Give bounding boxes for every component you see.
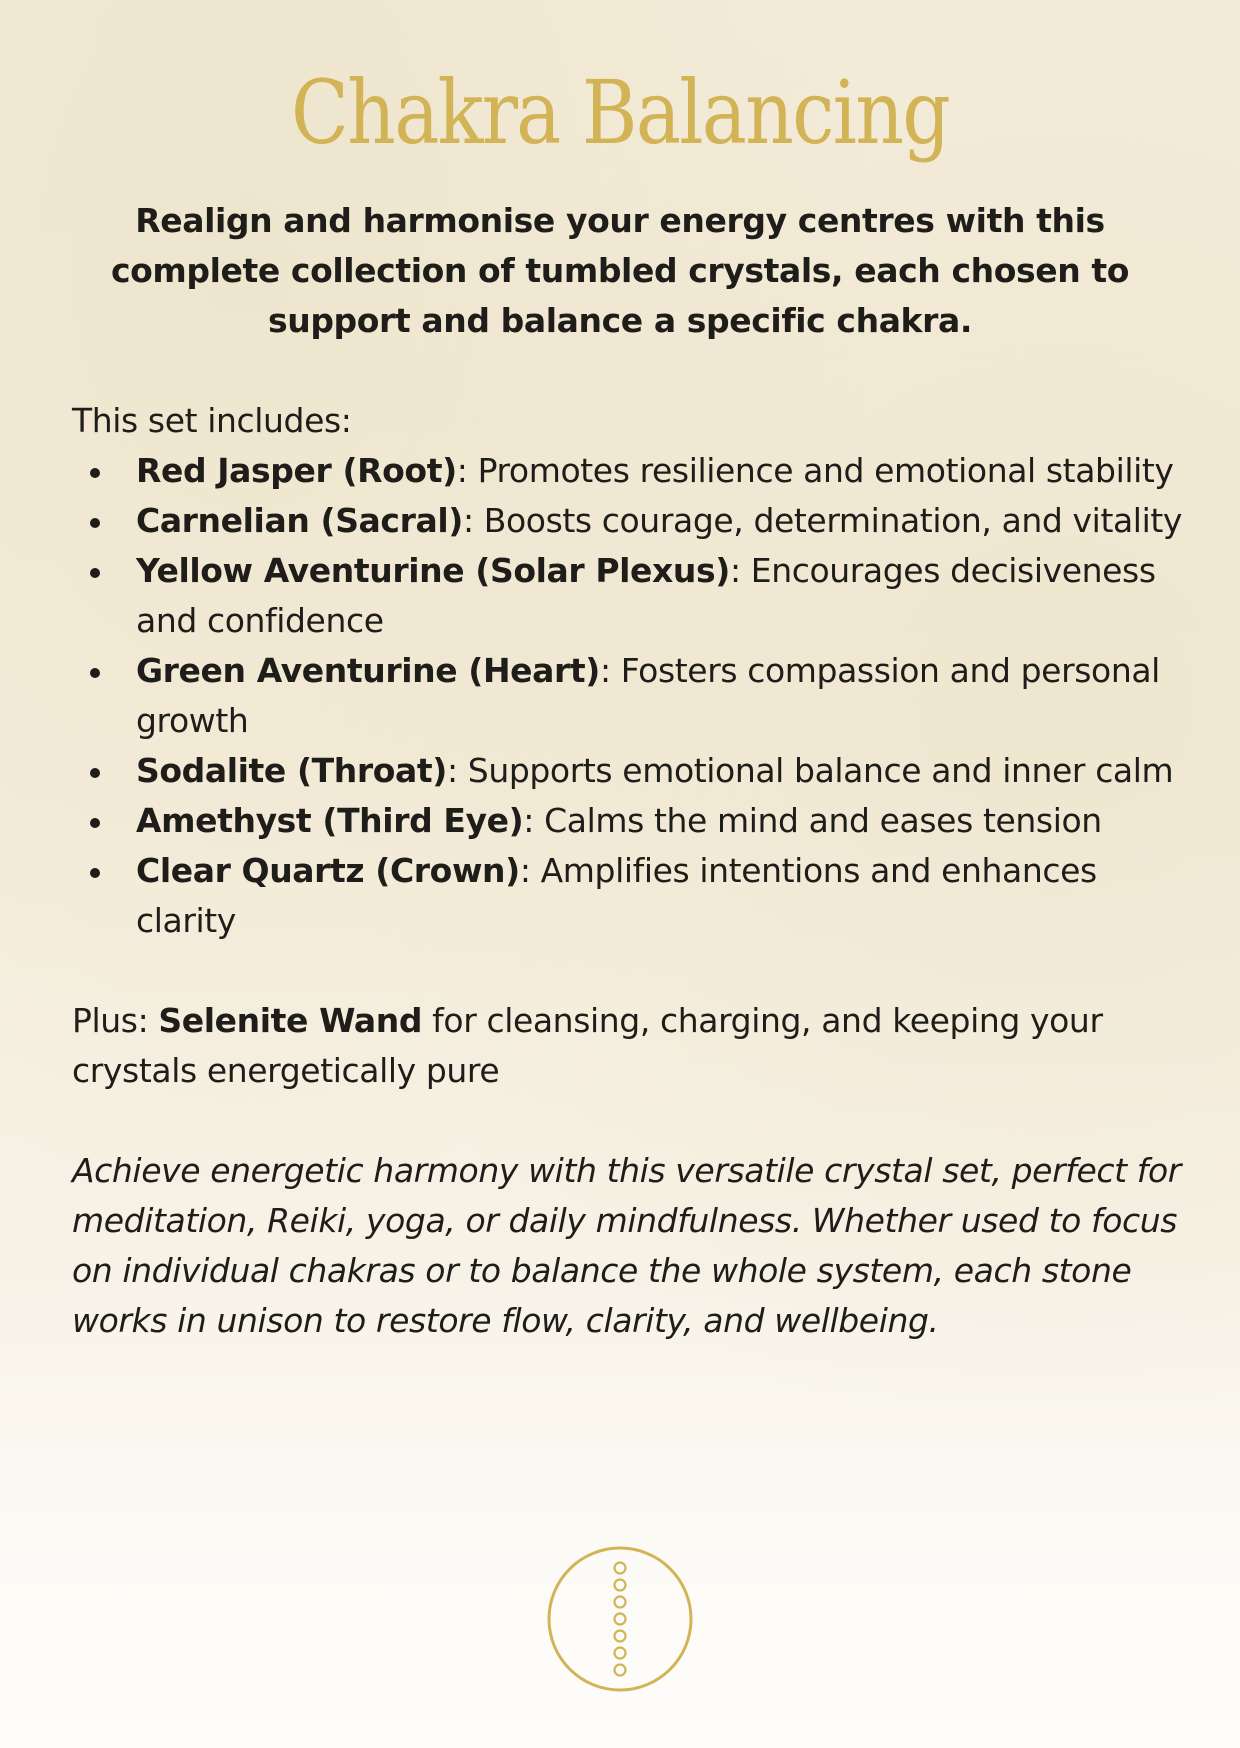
crystal-list <box>72 446 1182 946</box>
page-title: Chakra Balancing <box>290 61 950 164</box>
bullet-icon <box>90 468 100 478</box>
list-item <box>72 796 1182 846</box>
list-item <box>72 446 1182 496</box>
crystal-description: : Supports emotional balance and inner calm <box>446 751 1174 790</box>
crystal-name: Amethyst (Third Eye) <box>136 801 524 840</box>
crystal-description: : Fosters compassion and personal growth <box>136 651 1160 740</box>
crystal-name: Sodalite (Throat) <box>136 751 447 790</box>
plus-item-name: Selenite Wand <box>158 1001 423 1040</box>
list-item <box>72 646 1182 746</box>
bullet-icon <box>90 668 100 678</box>
crystal-name: Red Jasper (Root) <box>136 451 457 490</box>
crystal-description: : Amplifies intentions and enhances clarity <box>136 851 1097 940</box>
crystal-name: Green Aventurine (Heart) <box>136 651 600 690</box>
bullet-icon <box>90 768 100 778</box>
bullet-icon <box>90 518 100 528</box>
intro-text: Realign and harmonise your energy centres with this complete collection of tumbled crystals, each chosen to support and balance a specific chakra. <box>110 201 1130 340</box>
crystal-description: : Boosts courage, determination, and vitality <box>462 501 1183 540</box>
crystal-description: : Promotes resilience and emotional stability <box>456 451 1174 490</box>
plus-prefix: Plus: <box>72 1001 159 1040</box>
crystal-name: Yellow Aventurine (Solar Plexus) <box>136 551 730 590</box>
crystal-name: Carnelian (Sacral) <box>136 501 463 540</box>
plus-description: for cleansing, charging, and keeping your crystals energetically pure <box>72 1001 1103 1090</box>
plus-item-text <box>72 996 1182 1096</box>
list-item <box>72 496 1182 546</box>
content-body <box>72 396 1182 1346</box>
list-item <box>72 746 1182 796</box>
set-heading: This set includes: <box>72 401 352 440</box>
bullet-icon <box>90 568 100 578</box>
crystal-name: Clear Quartz (Crown) <box>136 851 520 890</box>
crystal-description: : Encourages decisiveness and confidence <box>136 551 1156 640</box>
chakra-column-emblem-icon <box>547 1546 693 1692</box>
list-item <box>72 546 1182 646</box>
crystal-description: : Calms the mind and eases tension <box>523 801 1102 840</box>
bullet-icon <box>90 868 100 878</box>
closing-text: Achieve energetic harmony with this versatile crystal set, perfect for meditation, Reiki, yoga, or daily mindfulness. Whether used to focus on individual chakras or to balance the whole system, each stone works in unison to restore flow, clarity, and wellbeing. <box>72 1151 1181 1340</box>
bullet-icon <box>90 818 100 828</box>
list-item <box>72 846 1182 946</box>
